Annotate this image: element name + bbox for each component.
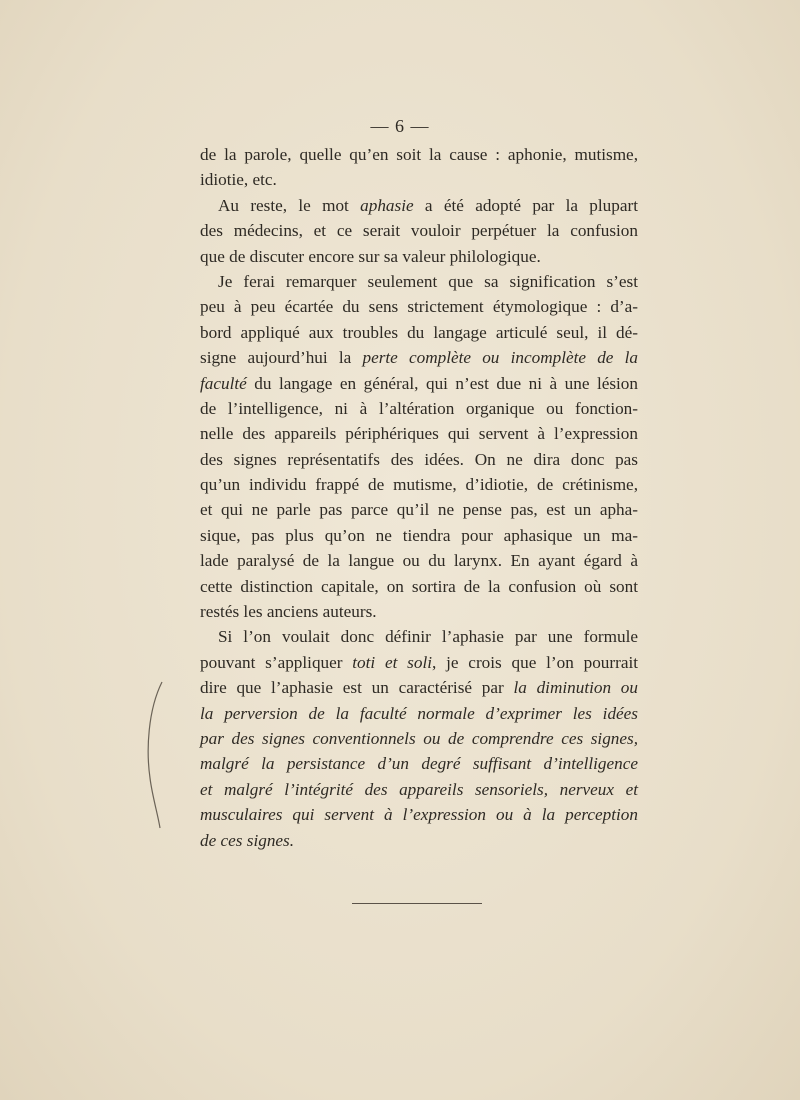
italic-text: la diminution ou xyxy=(513,678,638,698)
text-line xyxy=(200,523,638,548)
text-run: Au reste, le mot xyxy=(218,195,361,215)
text-line xyxy=(200,802,638,827)
text-line xyxy=(200,218,638,243)
text-run: idiotie, etc. xyxy=(200,170,277,190)
text-run: bord appliqué aux troubles du langage articulé seul, il dé- xyxy=(200,322,638,342)
text-run: , je crois que l’on pourrait xyxy=(432,652,639,672)
text-run: du langage en général, qui n’est due ni à une lésion xyxy=(246,373,638,393)
text-line xyxy=(200,624,638,649)
text-run: restés les anciens auteurs. xyxy=(200,602,377,622)
text-line xyxy=(200,345,638,370)
text-run: Je ferai remarquer seulement que sa signification s’est xyxy=(218,271,638,291)
text-line xyxy=(200,447,638,472)
text-line xyxy=(200,726,638,751)
text-run: nelle des appareils périphériques qui servent à l’expression xyxy=(200,424,638,444)
text-line xyxy=(200,650,638,675)
text-run: a été adopté par la plupart xyxy=(413,195,638,215)
text-line xyxy=(200,269,638,294)
text-run: dire que l’aphasie est un caractérisé par xyxy=(200,678,514,698)
text-line xyxy=(200,574,638,599)
text-line xyxy=(200,828,638,853)
text-line xyxy=(200,294,638,319)
text-line xyxy=(200,701,638,726)
text-line xyxy=(200,472,638,497)
text-line xyxy=(200,167,638,192)
margin-pencil-mark xyxy=(140,680,170,830)
italic-text: perte complète ou incomplète de la xyxy=(362,348,638,368)
text-run: Si l’on voulait donc définir l’aphasie par une formule xyxy=(218,627,638,647)
text-run: de l’intelligence, ni à l’altération organique ou fonction- xyxy=(200,398,638,418)
text-run: qu’un individu frappé de mutisme, d’idiotie, de crétinisme, xyxy=(200,475,638,495)
text-run: des médecins, et ce serait vouloir perpétuer la confusion xyxy=(200,221,638,241)
text-line xyxy=(200,421,638,446)
text-run: et qui ne parle pas parce qu’il ne pense pas, est un apha- xyxy=(200,500,638,520)
text-line xyxy=(200,371,638,396)
text-run: de la parole, quelle qu’en soit la cause : aphonie, mutisme, xyxy=(200,145,638,164)
text-line xyxy=(200,777,638,802)
text-run: que de discuter encore sur sa valeur philologique. xyxy=(200,246,541,266)
text-line xyxy=(200,548,638,573)
text-line xyxy=(200,751,638,776)
text-line xyxy=(200,599,638,624)
text-line xyxy=(200,142,638,167)
italic-text: de ces signes. xyxy=(200,830,295,850)
text-run: sique, pas plus qu’on ne tiendra pour aphasique un ma- xyxy=(200,525,638,545)
italic-text: par des signes conventionnels ou de comprendre ces signes, xyxy=(200,728,638,748)
text-run: signe aujourd’hui la xyxy=(200,348,363,368)
text-line xyxy=(200,497,638,522)
text-run: cette distinction capitale, on sortira de la confusion où sont xyxy=(200,576,638,596)
italic-text: faculté xyxy=(200,373,247,393)
body-text xyxy=(200,142,638,853)
italic-text: et malgré l’intégrité des appareils sensoriels, nerveux et xyxy=(200,779,638,799)
text-line xyxy=(200,193,638,218)
text-run: pouvant s’appliquer xyxy=(200,652,353,672)
text-run: peu à peu écartée du sens strictement étymologique : d’a- xyxy=(200,297,638,317)
text-line xyxy=(200,244,638,269)
italic-text: la perversion de la faculté normale d’exprimer les idées xyxy=(200,703,638,723)
page-number: — 6 — xyxy=(370,116,430,136)
text-line xyxy=(200,675,638,700)
italic-text: malgré la persistance d’un degré suffisant d’intelligence xyxy=(200,754,638,774)
italic-text: aphasie xyxy=(360,195,414,215)
text-line xyxy=(200,320,638,345)
italic-text: toti et soli xyxy=(352,652,433,672)
text-line xyxy=(200,396,638,421)
text-run: lade paralysé de la langue ou du larynx. En ayant égard à xyxy=(200,551,638,571)
italic-text: musculaires qui servent à l’expression ou à la perception xyxy=(200,805,638,825)
text-run: des signes représentatifs des idées. On ne dira donc pas xyxy=(200,449,638,469)
section-rule xyxy=(352,903,482,904)
